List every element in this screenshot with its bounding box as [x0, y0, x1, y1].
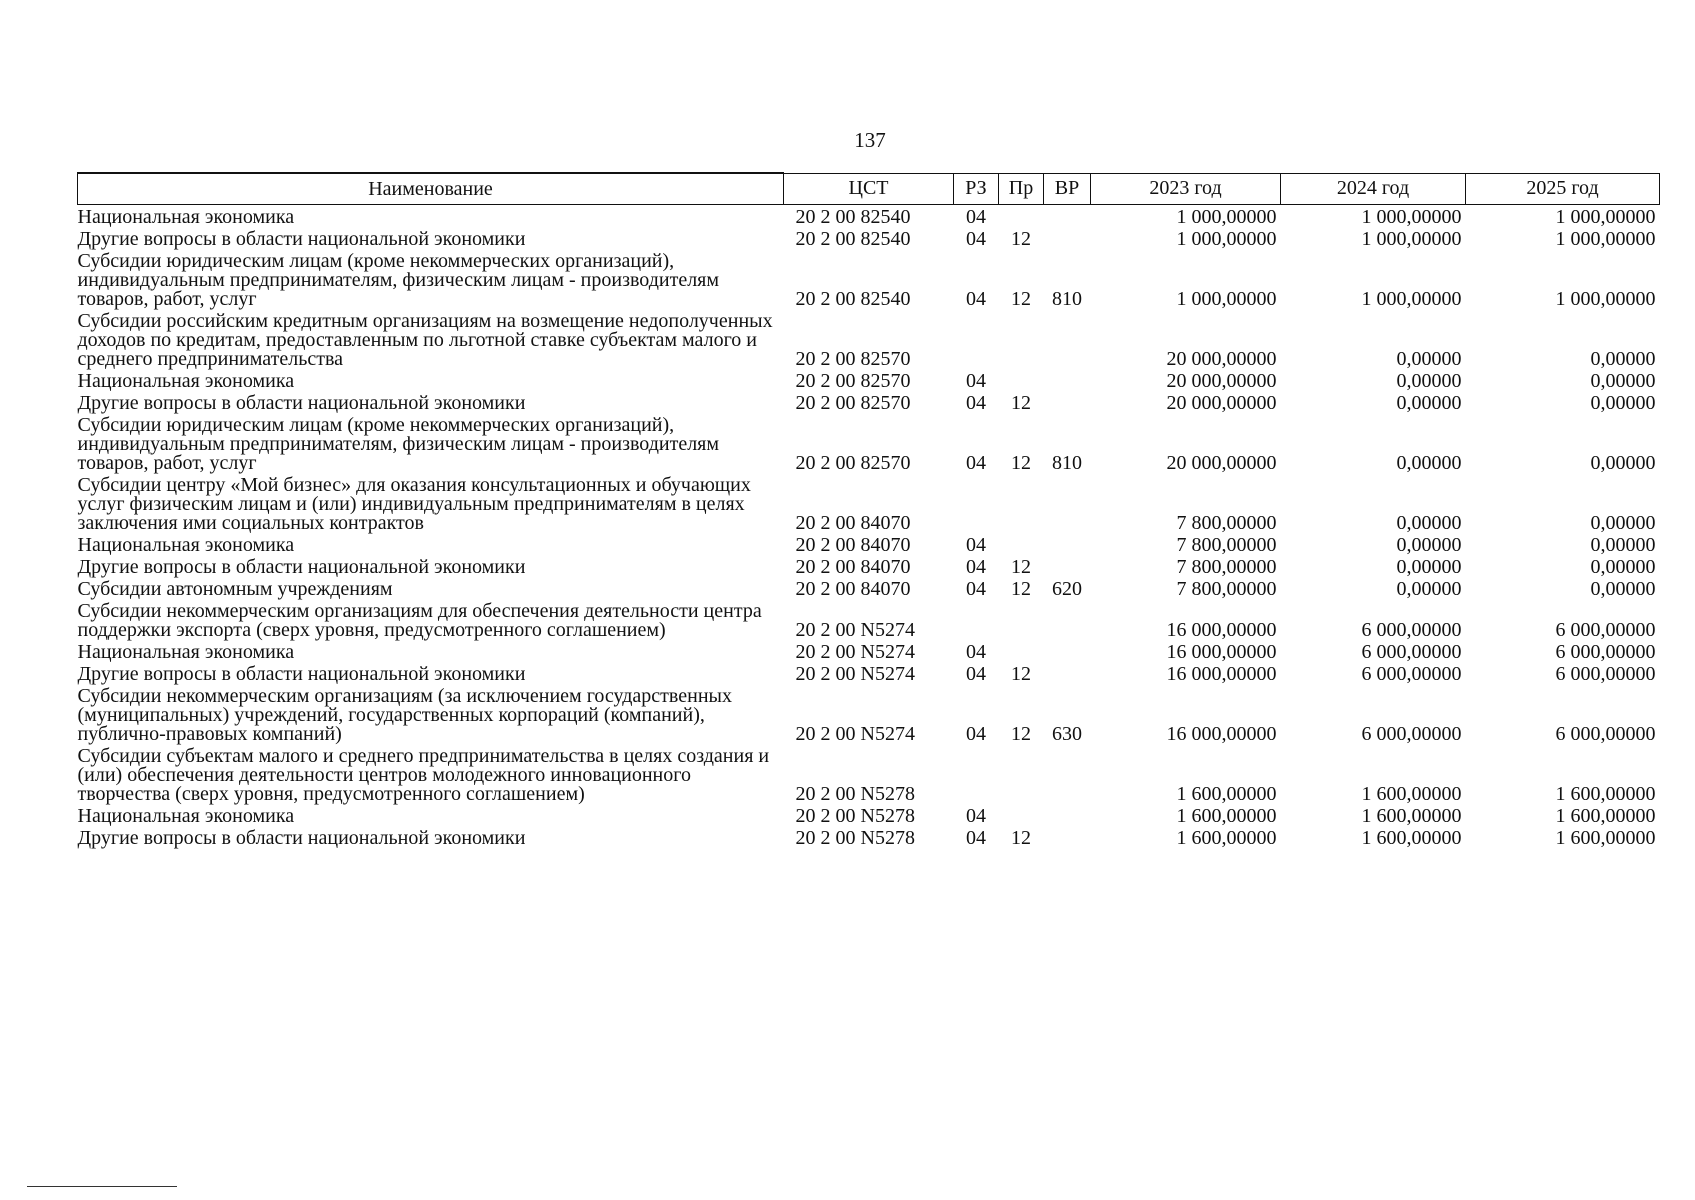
cell-2023: 7 800,00000	[1176, 512, 1277, 534]
cell-pr: 12	[1011, 392, 1031, 414]
cell-vr	[1044, 744, 1091, 804]
cell-name: Другие вопросы в области национальной экономики	[77, 228, 526, 250]
cell-vr	[1044, 555, 1091, 577]
cell-2024: 1 000,00000	[1361, 228, 1462, 250]
cell-2024: 6 000,00000	[1361, 641, 1462, 663]
table-row	[78, 744, 1660, 804]
cell-vr	[1044, 533, 1091, 555]
cell-rz	[954, 473, 999, 533]
header-name: Наименование	[78, 173, 784, 205]
cell-vr	[1044, 599, 1091, 640]
cell-name: Субсидии некоммерческим организациям (за исключением государственных (муниципальных) учреждений, государственных корпораций (компаний), публично-правовых компаний)	[77, 685, 732, 745]
cell-2025: 6 000,00000	[1555, 663, 1656, 685]
cell-name: Национальная экономика	[77, 206, 295, 228]
budget-table	[77, 172, 1660, 848]
header-2025: 2025 год	[1466, 173, 1660, 205]
cell-rz: 04	[966, 723, 986, 745]
cell-vr: 810	[1052, 452, 1082, 474]
cell-cst: 20 2 00 82570	[795, 370, 911, 392]
cell-2024: 0,00000	[1396, 392, 1462, 414]
cell-2023: 20 000,00000	[1166, 348, 1277, 370]
cell-2024: 0,00000	[1396, 370, 1462, 392]
cell-rz	[954, 744, 999, 804]
cell-cst: 20 2 00 82570	[795, 392, 911, 414]
cell-name: Другие вопросы в области национальной экономики	[77, 827, 526, 849]
cell-2024: 6 000,00000	[1361, 723, 1462, 745]
cell-2024: 6 000,00000	[1361, 663, 1462, 685]
cell-pr: 12	[1011, 723, 1031, 745]
cell-2023: 20 000,00000	[1166, 370, 1277, 392]
cell-2023: 1 600,00000	[1176, 783, 1277, 805]
cell-pr: 12	[1011, 228, 1031, 250]
cell-2023: 1 000,00000	[1176, 206, 1277, 228]
cell-pr: 12	[1011, 556, 1031, 578]
cell-2024: 1 600,00000	[1361, 783, 1462, 805]
cell-vr: 810	[1052, 288, 1082, 310]
cell-2024: 1 000,00000	[1361, 288, 1462, 310]
cell-pr	[999, 599, 1044, 640]
cell-2025: 0,00000	[1590, 534, 1656, 556]
cell-2023: 20 000,00000	[1166, 452, 1277, 474]
cell-name: Субсидии центру «Мой бизнес» для оказания консультационных и обучающих услуг физическим лицам и (или) индивидуальным предпринимателям в целях заключения ими социальных контрактов	[77, 474, 751, 534]
cell-2025: 0,00000	[1590, 556, 1656, 578]
cell-vr	[1044, 391, 1091, 413]
cell-name: Другие вопросы в области национальной экономики	[77, 663, 526, 685]
cell-cst: 20 2 00 82540	[795, 288, 911, 310]
cell-rz: 04	[966, 392, 986, 414]
cell-vr: 630	[1052, 723, 1082, 745]
cell-pr	[999, 804, 1044, 826]
cell-pr: 12	[1011, 578, 1031, 600]
table-row	[78, 473, 1660, 533]
cell-2023: 1 000,00000	[1176, 288, 1277, 310]
table-header-row	[78, 173, 1660, 205]
cell-2025: 0,00000	[1590, 392, 1656, 414]
cell-2025: 0,00000	[1590, 512, 1656, 534]
cell-cst: 20 2 00 82570	[795, 348, 911, 370]
cell-vr	[1044, 804, 1091, 826]
cell-2024: 0,00000	[1396, 556, 1462, 578]
cell-2025: 0,00000	[1590, 348, 1656, 370]
cell-2024: 1 600,00000	[1361, 805, 1462, 827]
table-row	[78, 577, 1660, 599]
cell-2025: 1 600,00000	[1555, 827, 1656, 849]
header-2024: 2024 год	[1281, 173, 1466, 205]
cell-2023: 1 000,00000	[1176, 228, 1277, 250]
table-row	[78, 640, 1660, 662]
cell-name: Другие вопросы в области национальной экономики	[77, 392, 526, 414]
cell-name: Субсидии субъектам малого и среднего предпринимательства в целях создания и (или) обеспечения деятельности центров молодежного инновационного творчества (сверх уровня, предусмотренного соглашением)	[77, 745, 770, 805]
cell-2025: 6 000,00000	[1555, 641, 1656, 663]
table-row	[78, 391, 1660, 413]
cell-cst: 20 2 00 N5274	[795, 663, 915, 685]
cell-name: Национальная экономика	[77, 805, 295, 827]
cell-2023: 16 000,00000	[1166, 641, 1277, 663]
cell-2025: 0,00000	[1590, 370, 1656, 392]
cell-cst: 20 2 00 N5274	[795, 641, 915, 663]
cell-rz: 04	[966, 288, 986, 310]
cell-pr	[999, 309, 1044, 369]
cell-cst: 20 2 00 84070	[795, 534, 911, 556]
table-row	[78, 227, 1660, 249]
cell-name: Другие вопросы в области национальной экономики	[77, 556, 526, 578]
cell-2025: 1 000,00000	[1555, 206, 1656, 228]
cell-2023: 1 600,00000	[1176, 805, 1277, 827]
cell-2023: 7 800,00000	[1176, 534, 1277, 556]
table-row	[78, 309, 1660, 369]
cell-2025: 0,00000	[1590, 578, 1656, 600]
cell-cst: 20 2 00 84070	[795, 556, 911, 578]
cell-vr	[1044, 227, 1091, 249]
cell-2024: 6 000,00000	[1361, 619, 1462, 641]
cell-2024: 0,00000	[1396, 578, 1462, 600]
cell-cst: 20 2 00 84070	[795, 578, 911, 600]
cell-rz	[954, 599, 999, 640]
table-row	[78, 533, 1660, 555]
cell-rz: 04	[966, 228, 986, 250]
table-row	[78, 684, 1660, 744]
cell-2025: 1 000,00000	[1555, 288, 1656, 310]
cell-2023: 16 000,00000	[1166, 723, 1277, 745]
header-pr: Пр	[999, 173, 1044, 205]
cell-cst: 20 2 00 N5274	[795, 723, 915, 745]
table-row	[78, 205, 1660, 228]
cell-2024: 1 600,00000	[1361, 827, 1462, 849]
table-row	[78, 599, 1660, 640]
cell-name: Субсидии некоммерческим организациям для обеспечения деятельности центра поддержки экспорта (сверх уровня, предусмотренного соглашением)	[77, 600, 762, 641]
cell-2023: 16 000,00000	[1166, 619, 1277, 641]
cell-cst: 20 2 00 N5278	[795, 805, 915, 827]
cell-rz: 04	[966, 641, 986, 663]
cell-name: Субсидии российским кредитным организациям на возмещение недополученных доходов по кредитам, предоставленным по льготной ставке субъектам малого и среднего предпринимательства	[77, 310, 773, 370]
cell-2023: 7 800,00000	[1176, 578, 1277, 600]
cell-vr: 620	[1052, 578, 1082, 600]
cell-2025: 1 600,00000	[1555, 783, 1656, 805]
cell-name: Субсидии юридическим лицам (кроме некоммерческих организаций), индивидуальным предпринимателям, физическим лицам - производителям товаров, работ, услуг	[77, 414, 720, 474]
cell-pr: 12	[1011, 288, 1031, 310]
cell-pr	[999, 473, 1044, 533]
cell-pr	[999, 640, 1044, 662]
cell-pr: 12	[1011, 663, 1031, 685]
cell-cst: 20 2 00 82540	[795, 228, 911, 250]
table-row	[78, 662, 1660, 684]
cell-2024: 0,00000	[1396, 452, 1462, 474]
footer-divider	[27, 1186, 177, 1187]
cell-2025: 1 000,00000	[1555, 228, 1656, 250]
cell-pr: 12	[1011, 452, 1031, 474]
cell-2025: 6 000,00000	[1555, 619, 1656, 641]
cell-rz: 04	[966, 578, 986, 600]
table-row	[78, 369, 1660, 391]
table-row	[78, 804, 1660, 826]
cell-pr	[999, 205, 1044, 228]
table-row	[78, 826, 1660, 848]
cell-rz: 04	[966, 452, 986, 474]
cell-2024: 0,00000	[1396, 534, 1462, 556]
cell-rz: 04	[966, 556, 986, 578]
cell-rz	[954, 309, 999, 369]
table-row	[78, 249, 1660, 309]
cell-rz: 04	[966, 206, 986, 228]
cell-2024: 0,00000	[1396, 512, 1462, 534]
cell-cst: 20 2 00 84070	[795, 512, 911, 534]
cell-vr	[1044, 473, 1091, 533]
header-cst: ЦСТ	[784, 173, 954, 205]
cell-cst: 20 2 00 N5278	[795, 783, 915, 805]
cell-2023: 20 000,00000	[1166, 392, 1277, 414]
cell-cst: 20 2 00 82540	[795, 206, 911, 228]
cell-2024: 1 000,00000	[1361, 206, 1462, 228]
header-2023: 2023 год	[1091, 173, 1281, 205]
table-body	[78, 205, 1660, 849]
cell-2025: 0,00000	[1590, 452, 1656, 474]
cell-2024: 0,00000	[1396, 348, 1462, 370]
cell-pr	[999, 533, 1044, 555]
cell-vr	[1044, 640, 1091, 662]
table-row	[78, 555, 1660, 577]
cell-rz: 04	[966, 534, 986, 556]
cell-2023: 16 000,00000	[1166, 663, 1277, 685]
cell-name: Национальная экономика	[77, 534, 295, 556]
cell-cst: 20 2 00 N5274	[795, 619, 915, 641]
cell-name: Субсидии юридическим лицам (кроме некоммерческих организаций), индивидуальным предпринимателям, физическим лицам - производителям товаров, работ, услуг	[77, 250, 720, 310]
page-number: 137	[854, 128, 886, 152]
cell-pr	[999, 369, 1044, 391]
cell-rz: 04	[966, 370, 986, 392]
cell-rz: 04	[966, 805, 986, 827]
cell-name: Национальная экономика	[77, 641, 295, 663]
cell-name: Национальная экономика	[77, 370, 295, 392]
cell-vr	[1044, 369, 1091, 391]
cell-name: Субсидии автономным учреждениям	[77, 578, 393, 600]
cell-vr	[1044, 662, 1091, 684]
cell-cst: 20 2 00 82570	[795, 452, 911, 474]
cell-rz: 04	[966, 827, 986, 849]
cell-rz: 04	[966, 663, 986, 685]
header-vr: ВР	[1044, 173, 1091, 205]
cell-2023: 7 800,00000	[1176, 556, 1277, 578]
cell-2023: 1 600,00000	[1176, 827, 1277, 849]
cell-pr: 12	[1011, 827, 1031, 849]
cell-2025: 6 000,00000	[1555, 723, 1656, 745]
header-rz: РЗ	[954, 173, 999, 205]
cell-vr	[1044, 826, 1091, 848]
cell-cst: 20 2 00 N5278	[795, 827, 915, 849]
cell-pr	[999, 744, 1044, 804]
cell-vr	[1044, 205, 1091, 228]
cell-vr	[1044, 309, 1091, 369]
table-row	[78, 413, 1660, 473]
cell-2025: 1 600,00000	[1555, 805, 1656, 827]
